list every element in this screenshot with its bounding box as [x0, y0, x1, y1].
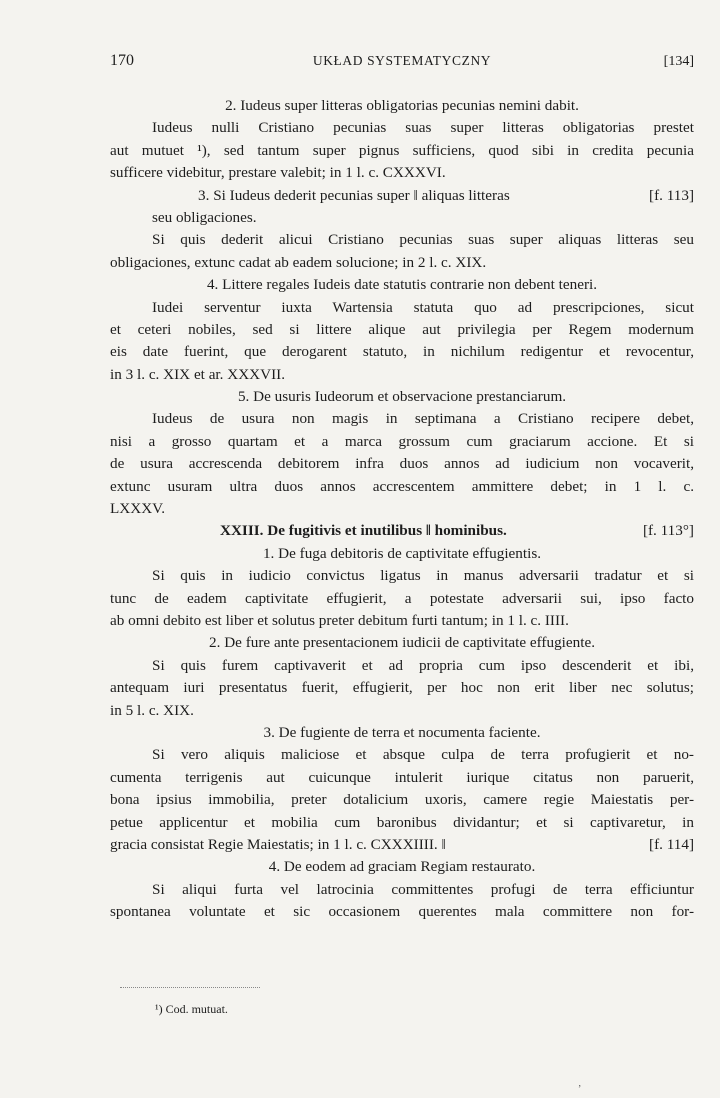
paragraph-line: nisi a grosso quartam et a marca grossum cum graciarum accione. Et si: [110, 432, 694, 450]
folio-margin-note: [f. 113]: [649, 186, 694, 204]
paragraph-line: spontanea voluntate et sic occasionem querentes mala committere non for-: [110, 903, 694, 921]
paragraph-line: sufficere videbitur, prestare valebit; in 1 l. c. CXXXVI.: [110, 164, 446, 182]
paragraph-line: Iudei serventur iuxta Wartensia statuta quo ad prescripciones, sicut: [152, 298, 694, 316]
paragraph-line: cumenta terrigenis aut cuicunque intulerit iurique citatus non paruerit,: [110, 768, 694, 786]
paragraph-line: eis date fuerint, que derogarent statuto, in nichilum redigentur et revocentur,: [110, 343, 694, 361]
paragraph-line: in 5 l. c. XIX.: [110, 701, 194, 719]
paragraph-line: obligaciones, extunc cadat ab eadem solucione; in 2 l. c. XIX.: [110, 253, 487, 271]
paragraph-line: aut mutuet ¹), sed tantum super pignus sufficiens, quod sibi in credita pecunia: [110, 141, 694, 159]
subheading: 4. De eodem ad graciam Regiam restaurato.: [268, 858, 536, 876]
paragraph-line: Iudeus de usura non magis in septimana a Cristiano recipere debet,: [152, 410, 694, 428]
folio-margin-note: [f. 114]: [649, 835, 694, 853]
paragraph-line: bona ipsius immobilia, preter dotalicium uxoris, camere regie Maiestatis per-: [110, 791, 694, 809]
paragraph-line: petue applicentur et mobilia cum baronibus dividantur; et si captivaretur, in: [110, 813, 694, 831]
paragraph-line: ab omni debito est liber et solutus preter debitum furti tantum; in 1 l. c. IIII.: [110, 611, 569, 629]
footnote-separator: [120, 987, 260, 988]
chapter-heading-text: XXIII. De fugitivis et inutilibus ‖ hominibus.: [220, 522, 507, 540]
paragraph-line: LXXXV.: [110, 500, 165, 518]
document-body: [110, 95, 694, 923]
page-header: [110, 52, 694, 76]
paragraph-line: de usura accrescenda debitorem infra duos annos ad iudicium non vocaverit,: [110, 455, 694, 473]
paragraph-line-text: gracia consistat Regie Maiestatis; in 1 l. c. CXXXIIII. ‖: [110, 835, 446, 853]
page-number: 170: [110, 52, 134, 69]
footnote: ¹) Cod. mutuat.: [155, 1002, 228, 1016]
subheading-text: 3. Si Iudeus dederit pecunias super ‖ aliquas litteras: [198, 186, 510, 204]
paragraph-line: Si quis furem captivaverit et ad propria cum ipso descenderit et ibi,: [152, 656, 694, 674]
paragraph-line: tunc de eadem captivitate effugierit, a potestate adversarii sui, ipso facto: [110, 589, 694, 607]
paragraph-line: antequam iuri presentatus fuerit, effugierit, per hoc non erit liber nec solutus;: [110, 679, 694, 697]
paragraph-line: Si quis in iudicio convictus ligatus in manus adversarii tradatur et si: [152, 567, 694, 585]
subheading: 5. De usuris Iudeorum et observacione prestanciarum.: [237, 388, 567, 406]
chapter-heading: [110, 520, 694, 542]
paragraph-line: extunc usuram ultra duos annos accrescentem ammittere debet; in 1 l. c.: [110, 477, 694, 495]
paragraph-line: [110, 834, 694, 856]
subheading: 1. De fuga debitoris de captivitate effugientis.: [262, 544, 542, 562]
section-ref-number: [134]: [663, 54, 694, 69]
subheading: [110, 185, 694, 207]
paragraph-line: Iudeus nulli Cristiano pecunias suas super litteras obligatorias prestet: [152, 119, 694, 137]
paragraph-line: in 3 l. c. XIX et ar. XXXVII.: [110, 365, 286, 383]
subheading: 4. Littere regales Iudeis date statutis contrarie non debent teneri.: [206, 276, 598, 294]
paragraph-line: Si aliqui furta vel latrocinia committentes profugi de terra efficiuntur: [152, 880, 694, 898]
subheading: 3. De fugiente de terra et nocumenta faciente.: [263, 723, 541, 741]
subheading: 2. Iudeus super litteras obligatorias pecunias nemini dabit.: [225, 97, 579, 114]
paragraph-line: Si vero aliquis maliciose et absque culpa de terra profugierit et no-: [152, 746, 694, 764]
paragraph-line: et ceteri nobiles, sed si littere alique aut privilegia per Regem modernum: [110, 320, 694, 338]
paragraph-line: Si quis dederit alicui Cristiano pecunias suas super aliquas litteras seu: [152, 231, 694, 249]
folio-margin-note: [f. 113°]: [642, 522, 694, 540]
subheading-continuation: seu obligaciones.: [152, 208, 257, 226]
subheading: 2. De fure ante presentacionem iudicii de captivitate effugiente.: [209, 634, 595, 652]
running-title: UKŁAD SYSTEMATYCZNY: [312, 53, 492, 68]
stray-mark: ‚: [578, 1078, 582, 1089]
